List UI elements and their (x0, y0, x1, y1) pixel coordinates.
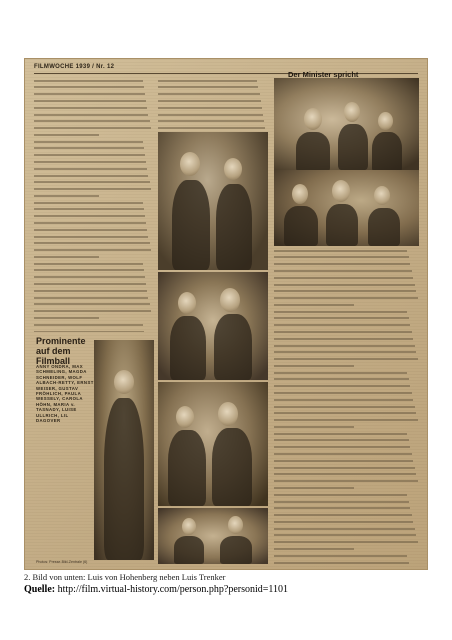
text-line (274, 290, 419, 295)
text-line (274, 541, 419, 546)
text-line (274, 304, 419, 309)
text-line (34, 269, 152, 274)
text-line (274, 311, 419, 316)
text-line (34, 93, 152, 98)
text-line (158, 107, 266, 112)
photo-mid-right (274, 170, 419, 246)
text-line (274, 548, 419, 553)
text-line (274, 460, 419, 465)
text-line (34, 181, 152, 186)
photo-top-right (274, 78, 419, 170)
text-line (34, 147, 152, 152)
photo-center-middle (158, 272, 268, 380)
text-line (274, 412, 419, 417)
text-line (34, 120, 152, 125)
text-line (34, 297, 152, 302)
photo-center-top (158, 132, 268, 270)
source-label: Quelle: (24, 584, 56, 595)
text-line (274, 446, 419, 451)
text-line (34, 175, 152, 180)
text-line (34, 263, 152, 268)
text-line (34, 188, 152, 193)
text-line (274, 270, 419, 275)
photo-credit: Photos: Presse-Bild-Zentrale (6) (36, 560, 88, 564)
text-line (158, 120, 266, 125)
text-line (274, 528, 419, 533)
sidebar-title: Prominente auf dem Filmball (36, 336, 86, 366)
text-line (274, 562, 419, 564)
text-line (34, 283, 152, 288)
text-line (274, 365, 419, 370)
text-line (274, 501, 419, 506)
text-line (34, 331, 152, 333)
magazine-page-scan (24, 58, 428, 570)
text-line (274, 345, 419, 350)
text-line (34, 208, 152, 213)
text-line (274, 514, 419, 519)
text-line (274, 297, 419, 302)
text-line (34, 86, 152, 91)
text-line (34, 134, 152, 139)
text-line (274, 358, 419, 363)
text-line (274, 392, 419, 397)
text-line (274, 250, 419, 255)
text-line (158, 127, 266, 130)
text-line (158, 80, 266, 85)
photo-center-lowest (158, 508, 268, 564)
text-line (34, 107, 152, 112)
text-line (34, 303, 152, 308)
sidebar-names-text: ANNY ONDRA, MAX SCHMELING, MAGDA SCHNEIDER, WOLF ALBACH-RETTY, ERNST WEISER, GUSTAV FRÖHLICH, PAULA WESSELY, CAROLA HÖHN, MARIA v. TASNADY, LUISE ULLRICH, LIL DAGOVER (36, 364, 94, 424)
text-line (158, 86, 266, 91)
text-line (274, 385, 419, 390)
text-line (34, 222, 152, 227)
text-line (274, 399, 419, 404)
text-line (274, 453, 419, 458)
image-caption: 2. Bild von unten: Luis von Hohenberg neben Luis Trenker (24, 572, 226, 582)
text-line (34, 127, 152, 132)
text-line (274, 263, 419, 268)
text-line (274, 284, 419, 289)
text-line (158, 100, 266, 105)
text-line (274, 277, 419, 282)
text-line (274, 534, 419, 539)
middle-text-column (158, 78, 266, 130)
right-text-column (274, 248, 419, 564)
text-line (34, 310, 152, 315)
text-line (158, 93, 266, 98)
text-line (34, 249, 152, 254)
text-line (274, 494, 419, 499)
text-line (34, 114, 152, 119)
text-line (274, 324, 419, 329)
text-line (274, 521, 419, 526)
text-line (34, 202, 152, 207)
text-line (274, 487, 419, 492)
text-line (34, 317, 152, 322)
text-line (34, 154, 152, 159)
text-line (34, 256, 152, 261)
text-line (274, 426, 419, 431)
text-line (274, 256, 419, 261)
text-line (34, 168, 152, 173)
text-line (34, 236, 152, 241)
photo-left-portrait (94, 340, 154, 560)
text-line (158, 114, 266, 119)
text-line (274, 555, 419, 560)
text-line (274, 480, 419, 485)
text-line (274, 467, 419, 472)
article-title-box (288, 64, 398, 80)
left-text-column (34, 78, 152, 332)
text-line (34, 215, 152, 220)
text-line (34, 100, 152, 105)
text-line (274, 331, 419, 336)
text-line (34, 276, 152, 281)
source-line (24, 584, 288, 595)
text-line (34, 290, 152, 295)
text-line (34, 80, 152, 85)
article-title: Der Minister spricht (288, 70, 359, 79)
text-line (34, 242, 152, 247)
text-line (34, 229, 152, 234)
text-line (34, 161, 152, 166)
text-line (274, 378, 419, 383)
text-line (34, 141, 152, 146)
source-link[interactable]: http://film.virtual-history.com/person.php?personid=1101 (57, 584, 289, 595)
text-line (274, 433, 419, 438)
text-line (34, 324, 152, 329)
photo-center-bottom (158, 382, 268, 506)
text-line (274, 351, 419, 356)
text-line (274, 507, 419, 512)
text-line (274, 473, 419, 478)
text-line (274, 439, 419, 444)
text-line (274, 338, 419, 343)
text-line (274, 406, 419, 411)
sidebar-names (36, 364, 94, 560)
text-line (274, 317, 419, 322)
text-line (274, 372, 419, 377)
magazine-header-left: FILMWOCHE 1939 / Nr. 12 (34, 64, 115, 70)
text-line (274, 419, 419, 424)
text-line (34, 195, 152, 200)
